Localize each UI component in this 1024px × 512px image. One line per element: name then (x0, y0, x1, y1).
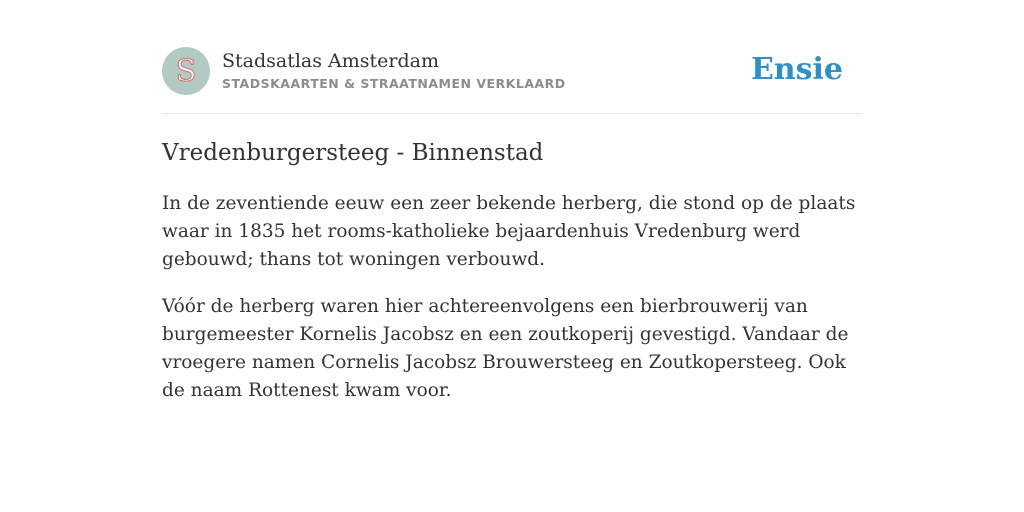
site-info (222, 49, 566, 93)
page (162, 0, 862, 405)
article-paragraph: Vóór de herberg waren hier achtereenvolgens een bierbrouwerij van burgemeester Kornelis Jacobsz en een zoutkoperij gevestigd. Vandaar de vroegere namen Cornelis Jacobsz Brouwersteeg en Zoutkopersteeg. Ook de naam Rottenest kwam voor. (162, 296, 849, 401)
avatar[interactable] (162, 47, 210, 95)
article (162, 138, 862, 405)
avatar-letter: S (175, 54, 197, 89)
site-subtitle: STADSKAARTEN & STRAATNAMEN VERKLAARD (222, 76, 566, 91)
article-title: Vredenburgersteeg - Binnenstad (162, 140, 544, 166)
brand-logo[interactable]: Ensie (750, 52, 843, 87)
site-header (162, 46, 862, 96)
article-paragraph: In de zeventiende eeuw een zeer bekende herberg, die stond op de plaats waar in 1835 het rooms-katholieke bejaardenhuis Vredenburg werd gebouwd; thans tot woningen verbouwd. (162, 193, 856, 270)
site-title[interactable]: Stadsatlas Amsterdam (222, 50, 440, 72)
header-divider (162, 113, 862, 114)
